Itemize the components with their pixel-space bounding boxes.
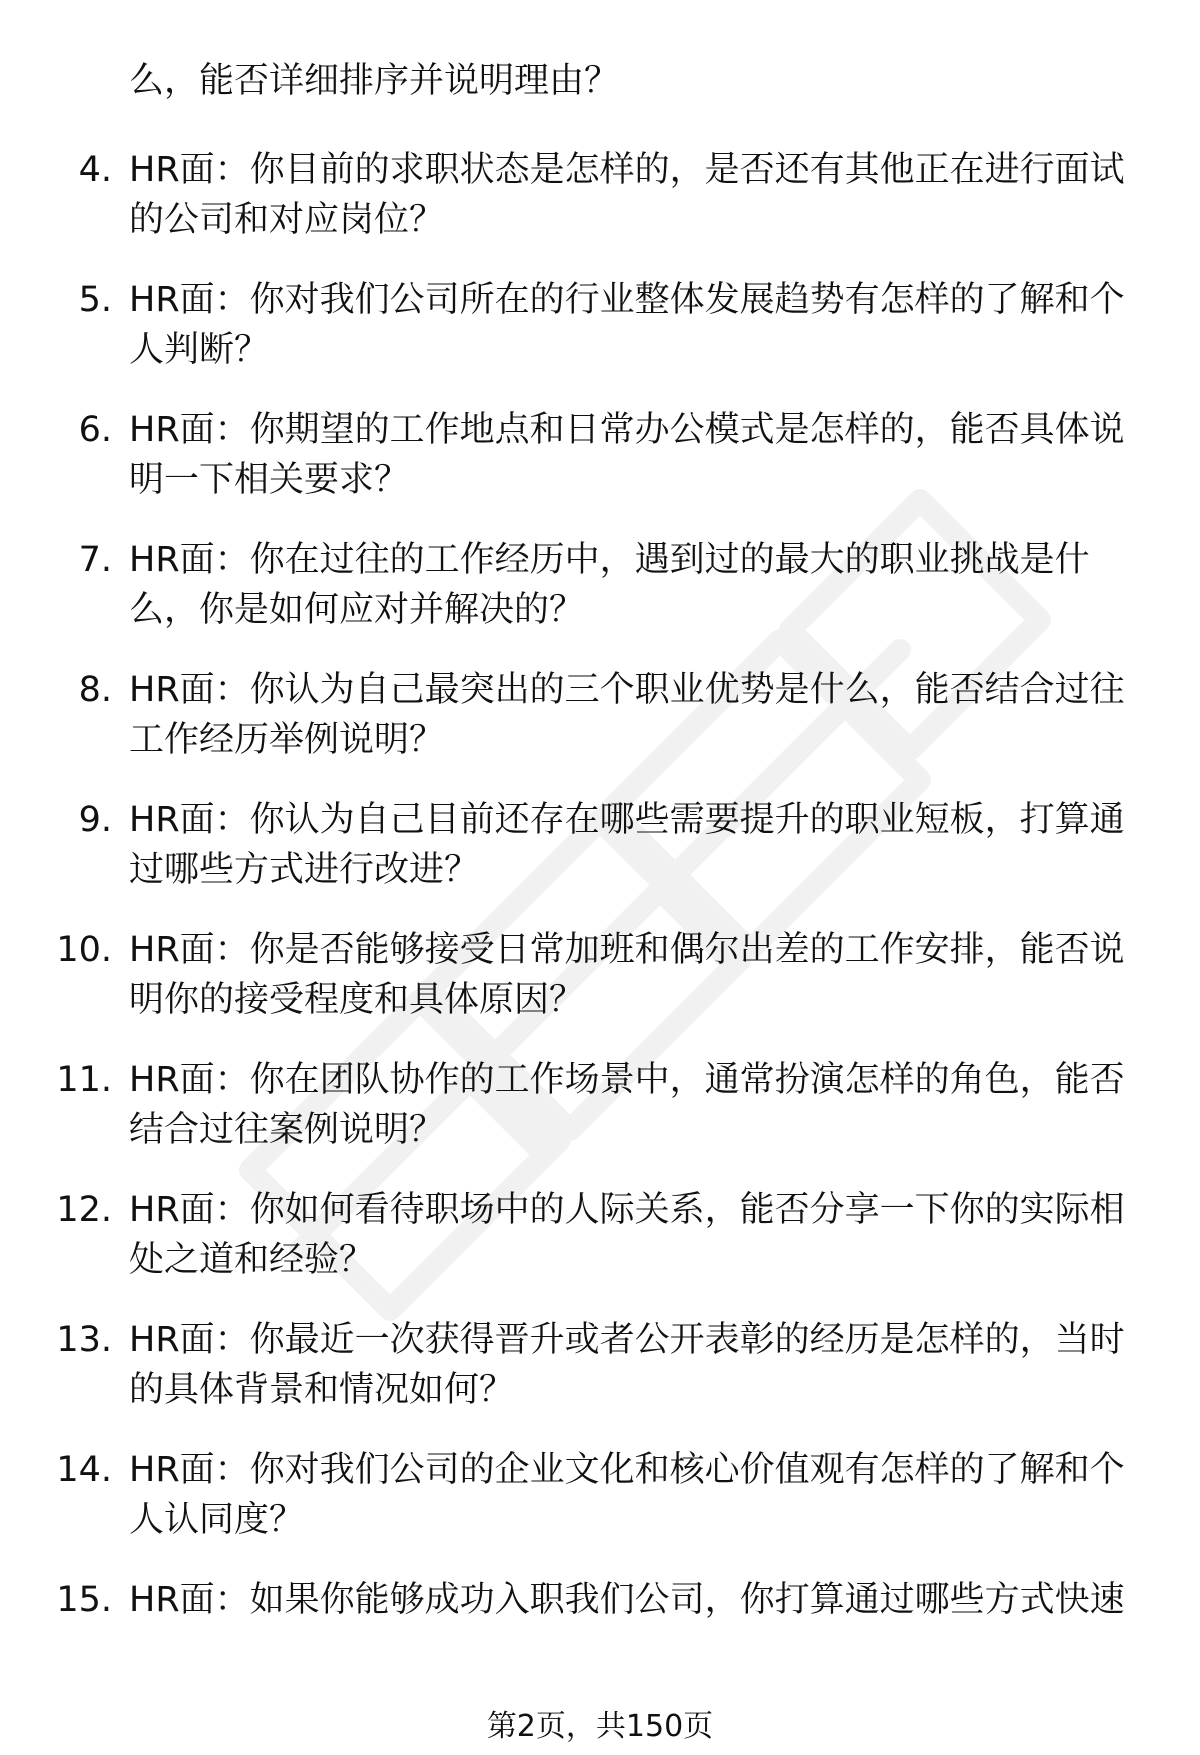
question-text-line: HR面：你认为自己最突出的三个职业优势是什么，能否结合过往 bbox=[129, 670, 1125, 710]
question-number: 4. bbox=[78, 150, 112, 190]
question-item bbox=[0, 1185, 1200, 1315]
question-text-line: HR面：你目前的求职状态是怎样的，是否还有其他正在进行面试 bbox=[129, 150, 1125, 190]
question-item bbox=[0, 795, 1200, 925]
question-text-line: 的具体背景和情况如何？ bbox=[129, 1370, 515, 1410]
question-item bbox=[0, 1445, 1200, 1575]
question-text-line: HR面：你期望的工作地点和日常办公模式是怎样的，能否具体说 bbox=[129, 410, 1125, 450]
question-number: 7. bbox=[78, 540, 112, 580]
question-item bbox=[0, 665, 1200, 795]
question-number: 10. bbox=[56, 930, 112, 970]
question-number: 9. bbox=[78, 800, 112, 840]
question-item bbox=[0, 535, 1200, 665]
question-text bbox=[129, 1445, 1149, 1545]
question-text-line: 结合过往案例说明？ bbox=[129, 1110, 445, 1150]
question-text bbox=[129, 145, 1149, 245]
question-text-line: 处之道和经验？ bbox=[129, 1240, 375, 1280]
continued-question-text: 么，能否详细排序并说明理由？ bbox=[129, 61, 620, 101]
question-text-line: HR面：你对我们公司所在的行业整体发展趋势有怎样的了解和个 bbox=[129, 280, 1125, 320]
question-text bbox=[129, 1575, 1149, 1625]
question-number: 11. bbox=[56, 1060, 112, 1100]
question-text bbox=[129, 1055, 1149, 1155]
question-text bbox=[129, 665, 1149, 765]
question-number: 12. bbox=[56, 1190, 112, 1230]
question-number: 15. bbox=[56, 1580, 112, 1620]
question-item bbox=[0, 925, 1200, 1055]
question-text-line: HR面：你对我们公司的企业文化和核心价值观有怎样的了解和个 bbox=[129, 1450, 1125, 1490]
question-text-line: 人判断？ bbox=[129, 330, 270, 370]
question-text-line: HR面：你在过往的工作经历中，遇到过的最大的职业挑战是什 bbox=[129, 540, 1090, 580]
question-item bbox=[0, 1315, 1200, 1445]
question-text-line: 明你的接受程度和具体原因？ bbox=[129, 980, 585, 1020]
question-text-line: 明一下相关要求？ bbox=[129, 460, 410, 500]
question-text bbox=[129, 535, 1149, 635]
question-text bbox=[129, 405, 1149, 505]
question-text-line: HR面：你认为自己目前还存在哪些需要提升的职业短板，打算通 bbox=[129, 800, 1125, 840]
question-number: 5. bbox=[78, 280, 112, 320]
question-text-line: 过哪些方式进行改进？ bbox=[129, 850, 480, 890]
question-text-line: HR面：你在团队协作的工作场景中，通常扮演怎样的角色，能否 bbox=[129, 1060, 1125, 1100]
question-number: 13. bbox=[56, 1320, 112, 1360]
question-text-line: HR面：你如何看待职场中的人际关系，能否分享一下你的实际相 bbox=[129, 1190, 1125, 1230]
question-number: 8. bbox=[78, 670, 112, 710]
question-text-line: 么，你是如何应对并解决的？ bbox=[129, 590, 585, 630]
question-number: 6. bbox=[78, 410, 112, 450]
question-text-line: HR面：你是否能够接受日常加班和偶尔出差的工作安排，能否说 bbox=[129, 930, 1125, 970]
question-text bbox=[129, 1315, 1149, 1415]
question-item bbox=[0, 1055, 1200, 1185]
page-footer: 第2页，共150页 bbox=[486, 1709, 714, 1744]
question-text-line: HR面：如果你能够成功入职我们公司，你打算通过哪些方式快速 bbox=[129, 1580, 1125, 1620]
question-list bbox=[0, 145, 1200, 1705]
question-text bbox=[129, 275, 1149, 375]
question-text-line: HR面：你最近一次获得晋升或者公开表彰的经历是怎样的，当时 bbox=[129, 1320, 1125, 1360]
question-item bbox=[0, 275, 1200, 405]
question-text-line: 人认同度？ bbox=[129, 1500, 305, 1540]
question-text-line: 工作经历举例说明？ bbox=[129, 720, 445, 760]
question-item bbox=[0, 405, 1200, 535]
question-text-line: 的公司和对应岗位？ bbox=[129, 200, 445, 240]
question-item bbox=[0, 1575, 1200, 1705]
question-text bbox=[129, 925, 1149, 1025]
question-text bbox=[129, 795, 1149, 895]
question-text bbox=[129, 1185, 1149, 1285]
question-number: 14. bbox=[56, 1450, 112, 1490]
question-item bbox=[0, 145, 1200, 275]
